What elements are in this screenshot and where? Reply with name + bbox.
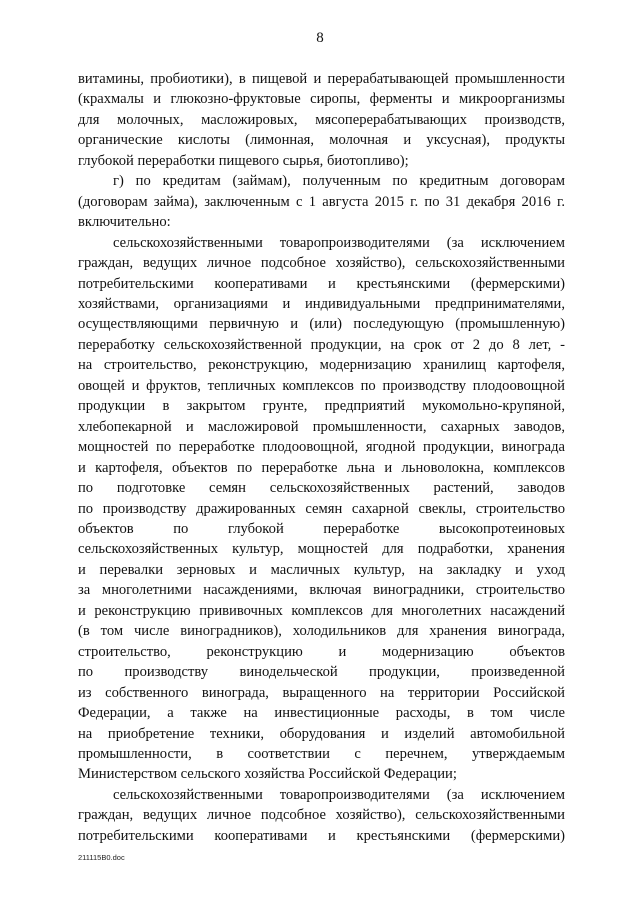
text-line: за многолетними насаждениями, включая виноградники, строительство: [78, 582, 565, 599]
text-line: (договорам займа), заключенным с 1 августа 2015 г. по 31 декабря 2016 г.: [78, 193, 565, 210]
text-line: мощностей по переработке плодоовощной, ягодной продукции, винограда: [78, 439, 565, 456]
text-line: из собственного винограда, выращенного на территории Российской: [78, 684, 565, 701]
text-line: по подготовке семян сельскохозяйственных растений, заводов: [78, 480, 565, 497]
text-line: осуществляющими первичную и (или) последующую (промышленную): [78, 316, 565, 333]
text-line: сельскохозяйственных культур, мощностей для подработки, хранения: [78, 541, 565, 558]
text-line: сельскохозяйственными товаропроизводителями (за исключением: [113, 234, 565, 251]
file-name-footer: 211115B0.doc: [78, 853, 125, 862]
text-line: овощей и фруктов, тепличных комплексов по производству плодоовощной: [78, 377, 565, 394]
text-line: объектов по глубокой переработке высокопротеиновых: [78, 520, 565, 537]
text-line: потребительскими кооперативами и крестьянскими (фермерскими): [78, 275, 565, 292]
text-line: Федерации, а также на инвестиционные расходы, в том числе: [78, 705, 565, 722]
text-line: граждан, ведущих личное подсобное хозяйство), сельскохозяйственными: [78, 807, 565, 824]
text-line: продукции в закрытом грунте, предприятий мукомольно-крупяной,: [78, 398, 565, 415]
text-line: для молочных, масложировых, мясоперерабатывающих производств,: [78, 111, 565, 128]
text-line: г) по кредитам (займам), полученным по кредитным договорам: [113, 173, 565, 190]
page-number: 8: [316, 30, 324, 46]
text-line: и картофеля, объектов по переработке льна и льноволокна, комплексов: [78, 459, 565, 476]
text-line: строительство, реконструкцию и модернизацию объектов: [78, 643, 565, 660]
text-line: включительно:: [78, 214, 171, 231]
text-line: потребительскими кооперативами и крестьянскими (фермерскими): [78, 827, 565, 844]
text-line: (крахмалы и глюкозно-фруктовые сиропы, ферменты и микроорганизмы: [78, 91, 565, 108]
text-line: сельскохозяйственными товаропроизводителями (за исключением: [113, 786, 565, 803]
text-line: хлебопекарной и масложировой промышленности, сахарных заводов,: [78, 418, 565, 435]
document-body: [78, 69, 565, 846]
text-line: промышленности, в соответствии с перечнем, утверждаемым: [78, 745, 565, 762]
text-line: хозяйствами, организациями и индивидуальными предпринимателями,: [78, 295, 565, 312]
text-line: органические кислоты (лимонная, молочная и уксусная), продукты: [78, 132, 565, 149]
text-line: и перевалки зерновых и масличных культур, на закладку и уход: [78, 561, 565, 578]
text-line: витамины, пробиотики), в пищевой и перерабатывающей промышленности: [78, 71, 565, 87]
text-line: по производству винодельческой продукции, произведенной: [78, 664, 565, 681]
text-line: по производству дражированных семян сахарной свеклы, строительство: [78, 500, 565, 517]
text-line: граждан, ведущих личное подсобное хозяйство), сельскохозяйственными: [78, 255, 565, 272]
text-line: на приобретение техники, оборудования и изделий автомобильной: [78, 725, 565, 742]
text-line: глубокой переработки пищевого сырья, биотопливо);: [78, 152, 409, 169]
text-line: и реконструкцию прививочных комплексов для многолетних насаждений: [78, 602, 565, 619]
text-line: Министерством сельского хозяйства Российской Федерации;: [78, 766, 457, 783]
text-line: на строительство, реконструкцию, модернизацию хранилищ картофеля,: [78, 357, 565, 374]
text-line: (в том числе виноградников), холодильников для хранения винограда,: [78, 623, 565, 640]
text-line: переработку сельскохозяйственной продукции, на срок от 2 до 8 лет, -: [78, 336, 565, 353]
